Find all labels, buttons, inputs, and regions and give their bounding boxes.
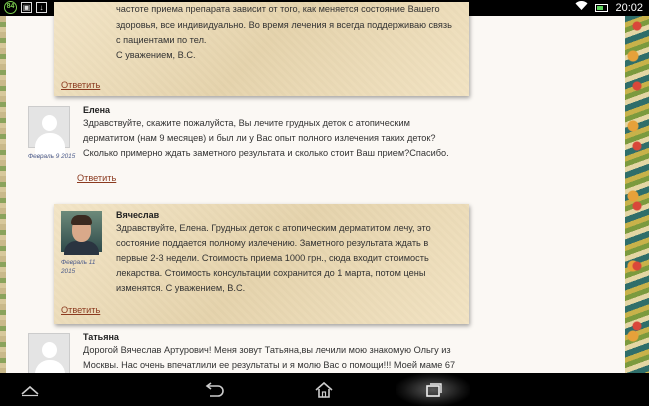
home-icon[interactable] [294, 373, 354, 406]
reply-box [54, 204, 469, 324]
notification-badge-icon: 84 [4, 1, 17, 14]
comment-author: Татьяна [83, 332, 119, 342]
comment-date: Февраль 9 2015 [28, 153, 76, 160]
comment-author: Елена [83, 105, 111, 115]
comment-text-line: состояние поддается полному излечению. Заметного результата ждать в [116, 238, 429, 248]
comment-text-line: Дорогой Вячеслав Артурович! Меня зовут Татьяна,вы лечили мою знакомую Ольгу из [83, 345, 451, 355]
comment-text-line: здоровья, все индивидуально. Во время лечения я всегда поддерживаю связь [116, 20, 452, 30]
comment-date-line: 2015 [61, 268, 76, 275]
comment-text-line: с пациентами по тел. [116, 35, 207, 45]
navigation-bar [0, 373, 649, 406]
decorative-border-right [625, 16, 649, 373]
download-notification-icon: ↓ [36, 2, 47, 13]
comment-text-line: Сколько примерно ждать заметного результата и сколько стоит Ваш прием?Спасибо. [83, 148, 449, 158]
gallery-notification-icon: ▣ [22, 3, 31, 12]
comment-text-line: изменятся. С уважением, В.С. [116, 283, 246, 293]
comment-text-line: первые 2-3 недели. Стоимость приема 1000 грн., сюда входит стоимость [116, 253, 429, 263]
avatar [61, 211, 102, 252]
comment-text-line: Москвы. Нас очень впечатлили ее результаты и я молю Вас о помощи!!! Моей маме 67 [83, 360, 456, 370]
comment-author: Вячеслав [116, 210, 160, 220]
comment-text-line: Здравствуйте, скажите пожалуйста, Вы лечите грудных деток с атопическим [83, 118, 410, 128]
comment-text-line: С уважением, В.С. [116, 50, 196, 60]
reply-link[interactable]: Ответить [61, 305, 101, 315]
battery-icon [595, 4, 608, 12]
recent-apps-icon[interactable] [403, 373, 463, 406]
avatar [28, 333, 70, 375]
comment-text-line: лекарства. Стоимость консультации сохранится до 1 марта, потом цены [116, 268, 426, 278]
comment-text-line: частоте приема препарата зависит от того, как меняется состояние Вашего [116, 4, 440, 14]
back-chevron-icon[interactable] [0, 373, 60, 406]
reply-box-top [54, 2, 469, 96]
reply-link[interactable]: Ответить [61, 80, 101, 90]
back-arrow-icon[interactable] [184, 373, 244, 406]
avatar [28, 106, 70, 148]
clock: 20:02 [615, 1, 643, 14]
comment-text-line: дерматитом (нам 9 месяцев) и был ли у Вас опыт полного излечения таких деток? [83, 133, 436, 143]
wifi-icon [575, 1, 588, 14]
comment-text-line: Здравствуйте, Елена. Грудных деток с атопическим дерматитом лечу, это [116, 223, 431, 233]
comment-date-line: Февраль 11 [61, 259, 96, 266]
reply-link[interactable]: Ответить [77, 173, 117, 183]
